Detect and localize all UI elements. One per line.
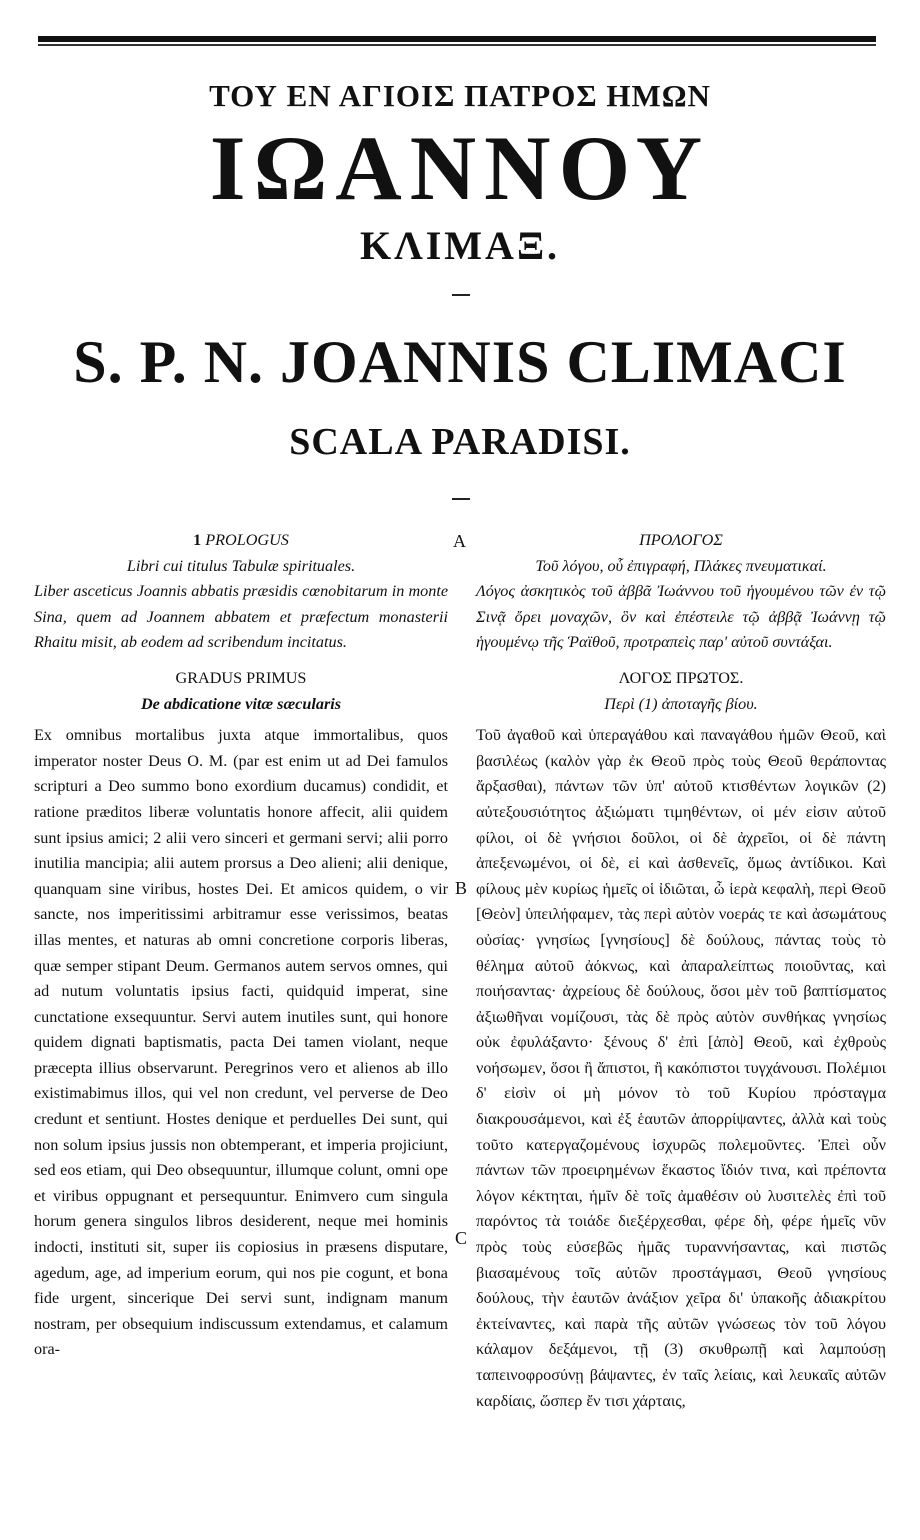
top-rule-thin: [38, 44, 876, 46]
greek-body: Τοῦ ἀγαθοῦ καὶ ὑπεραγάθου καὶ παναγάθου ἡμῶν Θεοῦ, καὶ βασιλέως (καλὸν γὰρ ἐκ Θεοῦ πρὸς τοὺς Θεοῦ θεράποντας ἄρξασθαι), πάντων τῶν ὑπ' αὐτοῦ κτισθέντων λογικῶν (2) αὐτεξουσιότητος ἀξιώματι τιμηθέντων, οἱ μέν εἰσιν αὐτοῦ φίλοι, οἱ δὲ γνήσιοι δοῦλοι, οἱ δὲ ἀχρεῖοι, οἱ δὲ πάντη ἀπεξενωμένοι, οἱ δὲ, εἰ καὶ ἀσθενεῖς, ὅμως ἀντίδικοι. Καὶ φίλους μὲν κυρίως ἡμεῖς οἱ ἰδιῶται, ὦ ἱερὰ κεφαλὴ, περὶ Θεοῦ [Θεὸν] ὑπειλήφαμεν, τὰς περὶ αὐτὸν νοεράς τε καὶ ἀσωμάτους οὐσίας· γνησίως [γνησίους] δὲ δούλους, πάντας τοὺς τὸ θέλημα αὐτοῦ ἀόκνως, καὶ ἀπαραλείπτως ποιοῦντας, καὶ ποιήσαντας· ἀχρείους δὲ δούλους, ὅσοι μὲν τοῦ βαπτίσματος ἀξιωθῆναι νομίζουσι, τὰς δὲ πρὸς αὐτὸν συνθήκας γνησίως οὐκ ἐφυλάξαντο· ξένους δ' ἐπὶ [ἀπὸ] Θεοῦ, καὶ ἐχθροὺς νοήσωμεν, ὅσοι ἢ ἄπιστοι, ἢ κακόπιστοι τυγχάνουσι. Πολέμιοι δ' εἰσὶν οἱ μὴ μόνον τὸ τοῦ Κυρίου πρόσταγμα διακρουσάμενοι, καὶ ἐξ ἑαυτῶν ἀπορρίψαντες, ἀλλὰ καὶ τοὺς τοῦτο κατεργαζομένους ἰσχυρῶς πολεμοῦντες. Ἐπεὶ οὖν πάντων τῶν προειρημένων ἕκαστος ἴδιόν τινα, καὶ πρέποντα λόγον κέκτηται, ἡμῖν δὲ τοῖς ἀμαθέσιν οὐ λυσιτελὲς ἐπὶ τοῦ παρόντος τὰ τοιάδε διεξέρχεσθαι, φέρε δὴ, φέρε ἡμεῖς νῦν πρὸς τοὺς εὐσεβῶς ἡμᾶς τυραννήσαντας, καὶ πιστῶς βιασαμένους τοῖς αὐτῶν προστάγμασι, Θεοῦ γνησίους δούλους, τὴν ἑαυτῶν ἀνάξιον χεῖρα δι' ὑπακοῆς ἀδιακρίτου ἐκτείναντες, καὶ παρὰ τῆς αὐτῶν γνώσεως τὸν τοῦ λόγου κάλαμον δεξάμενοι, τῇ (3) σκυθρωπῇ καὶ λαμπούσῃ ταπεινοφροσύνῃ βάψαντες, ἐν ταῖς λείαις, καὶ λευκαῖς αὐτῶν καρδίαις, ὥσπερ ἔν τισι χάρταις,: [476, 726, 886, 1410]
gradus-heading: GRADUS PRIMUS: [175, 668, 307, 687]
logos-protos-heading: ΛΟΓΟΣ ΠΡΩΤΟΣ.: [618, 668, 744, 687]
margin-marker-a: A: [453, 531, 466, 551]
latin-column: [34, 528, 448, 1363]
logos-paragraph: Λόγος ἀσκητικὸς τοῦ ἀββᾶ Ἰωάννου τοῦ ἡγουμένου τῶν ἐν τῷ Σινᾷ ὄρει μοναχῶν, ὃν καὶ ἐπέστειλε τῷ ἀββᾷ Ἰωάννῃ τῷ ἡγουμένῳ τῆς Ῥαϊθοῦ, προτραπεὶς παρ' αὐτοῦ συντάξαι.: [476, 582, 886, 652]
tou-logou-line: Τοῦ λόγου, οὗ ἐπιγραφή, Πλάκες πνευματικαί.: [535, 556, 827, 575]
prologus-label: PROLOGUS: [205, 531, 289, 549]
latin-title: S. P. N. JOANNIS CLIMACI: [73, 329, 847, 395]
chapter-subtitle: De abdicatione vitæ sæcularis: [140, 694, 342, 713]
margin-marker-b: B: [455, 878, 468, 898]
greek-column: [476, 528, 886, 1414]
prologus-heading: [34, 528, 448, 554]
footnote-number: 1: [193, 531, 202, 549]
liber-paragraph: Liber asceticus Joannis abbatis præsidis cœnobitarum in monte Sina, quem ad Joannem abbatem et præfectum monasterii Rhaitu misit, ab eodem ad scribendum incitatus.: [34, 582, 448, 652]
separator-dash: [452, 294, 470, 296]
top-rule: [38, 36, 876, 42]
separator-dash: [452, 498, 470, 500]
margin-marker-c: C: [455, 1228, 468, 1248]
latin-subtitle: SCALA PARADISI.: [289, 421, 631, 463]
peri-subtitle: Περὶ (1) ἀποταγῆς βίου.: [604, 694, 758, 713]
greek-heading-line: ΤΟΥ ΕΝ ΑΓΙΟΙΣ ΠΑΤΡΟΣ ΗΜΩΝ: [209, 78, 711, 113]
greek-surname-heading: ΚΛΙΜΑΞ.: [359, 223, 561, 268]
libri-line: Libri cui titulus Tabulæ spirituales.: [126, 556, 356, 575]
prologos-heading: ΠΡΟΛΟΓΟΣ: [639, 531, 723, 549]
latin-body: Ex omnibus mortalibus juxta atque immortalibus, quos imperator noster Deus O. M. (par est enim ut ad Dei famulos scripturi a Deo summo bono exordium ducamus) condidit, et ratione præditos liberæ voluntatis honore affecit, alii quidem sunt ipsius amici; 2 alii vero sinceri et germani servi; alii porro inutilia mancipia; alii autem prorsus a Deo alieni; alii denique, quanquam sine viribus, hostes Dei. Et amicos quidem, o vir sancte, nos imperitissimi arbitramur esse verissimos, beatas illas mentes, et naturas ab omni concretione corporis liberas, quæ semper stipant Deum. Germanos autem servos omnes, qui ad nutum voluntatis ipsius facti, quidquid imperat, sine cunctatione exsequuntur. Servi autem inutiles sunt, qui honore quidem dignati baptismatis, pacta Dei tamen violant, neque præcepta illius observarunt. Peregrinos vero et alienos ab illo existimabimus illos, qui vel non credunt, vel perverse de Deo credunt et sentiunt. Hostes denique et perduelles Dei sunt, qui non solum ipsius jussis non obtemperant, et imperia projiciunt, sed eos etiam, qui Deo obsequuntur, illumque colunt, omni ope et viribus oppugnant et persequuntur. Enimvero cum singula horum genera singulos libros desiderent, neque mei hominis indocti, instituti sit, super iis copiosius in præsens disputare, agedum, age, ad imperium eorum, qui nos pie cogunt, et bona fide urgent, sincerique Dei servi sunt, indignam manum nostram, per obsequium indiscussum extendamus, et calamum ora-: [34, 726, 448, 1359]
greek-name-heading: ΙΩΑΝΝΟΥ: [209, 117, 711, 219]
